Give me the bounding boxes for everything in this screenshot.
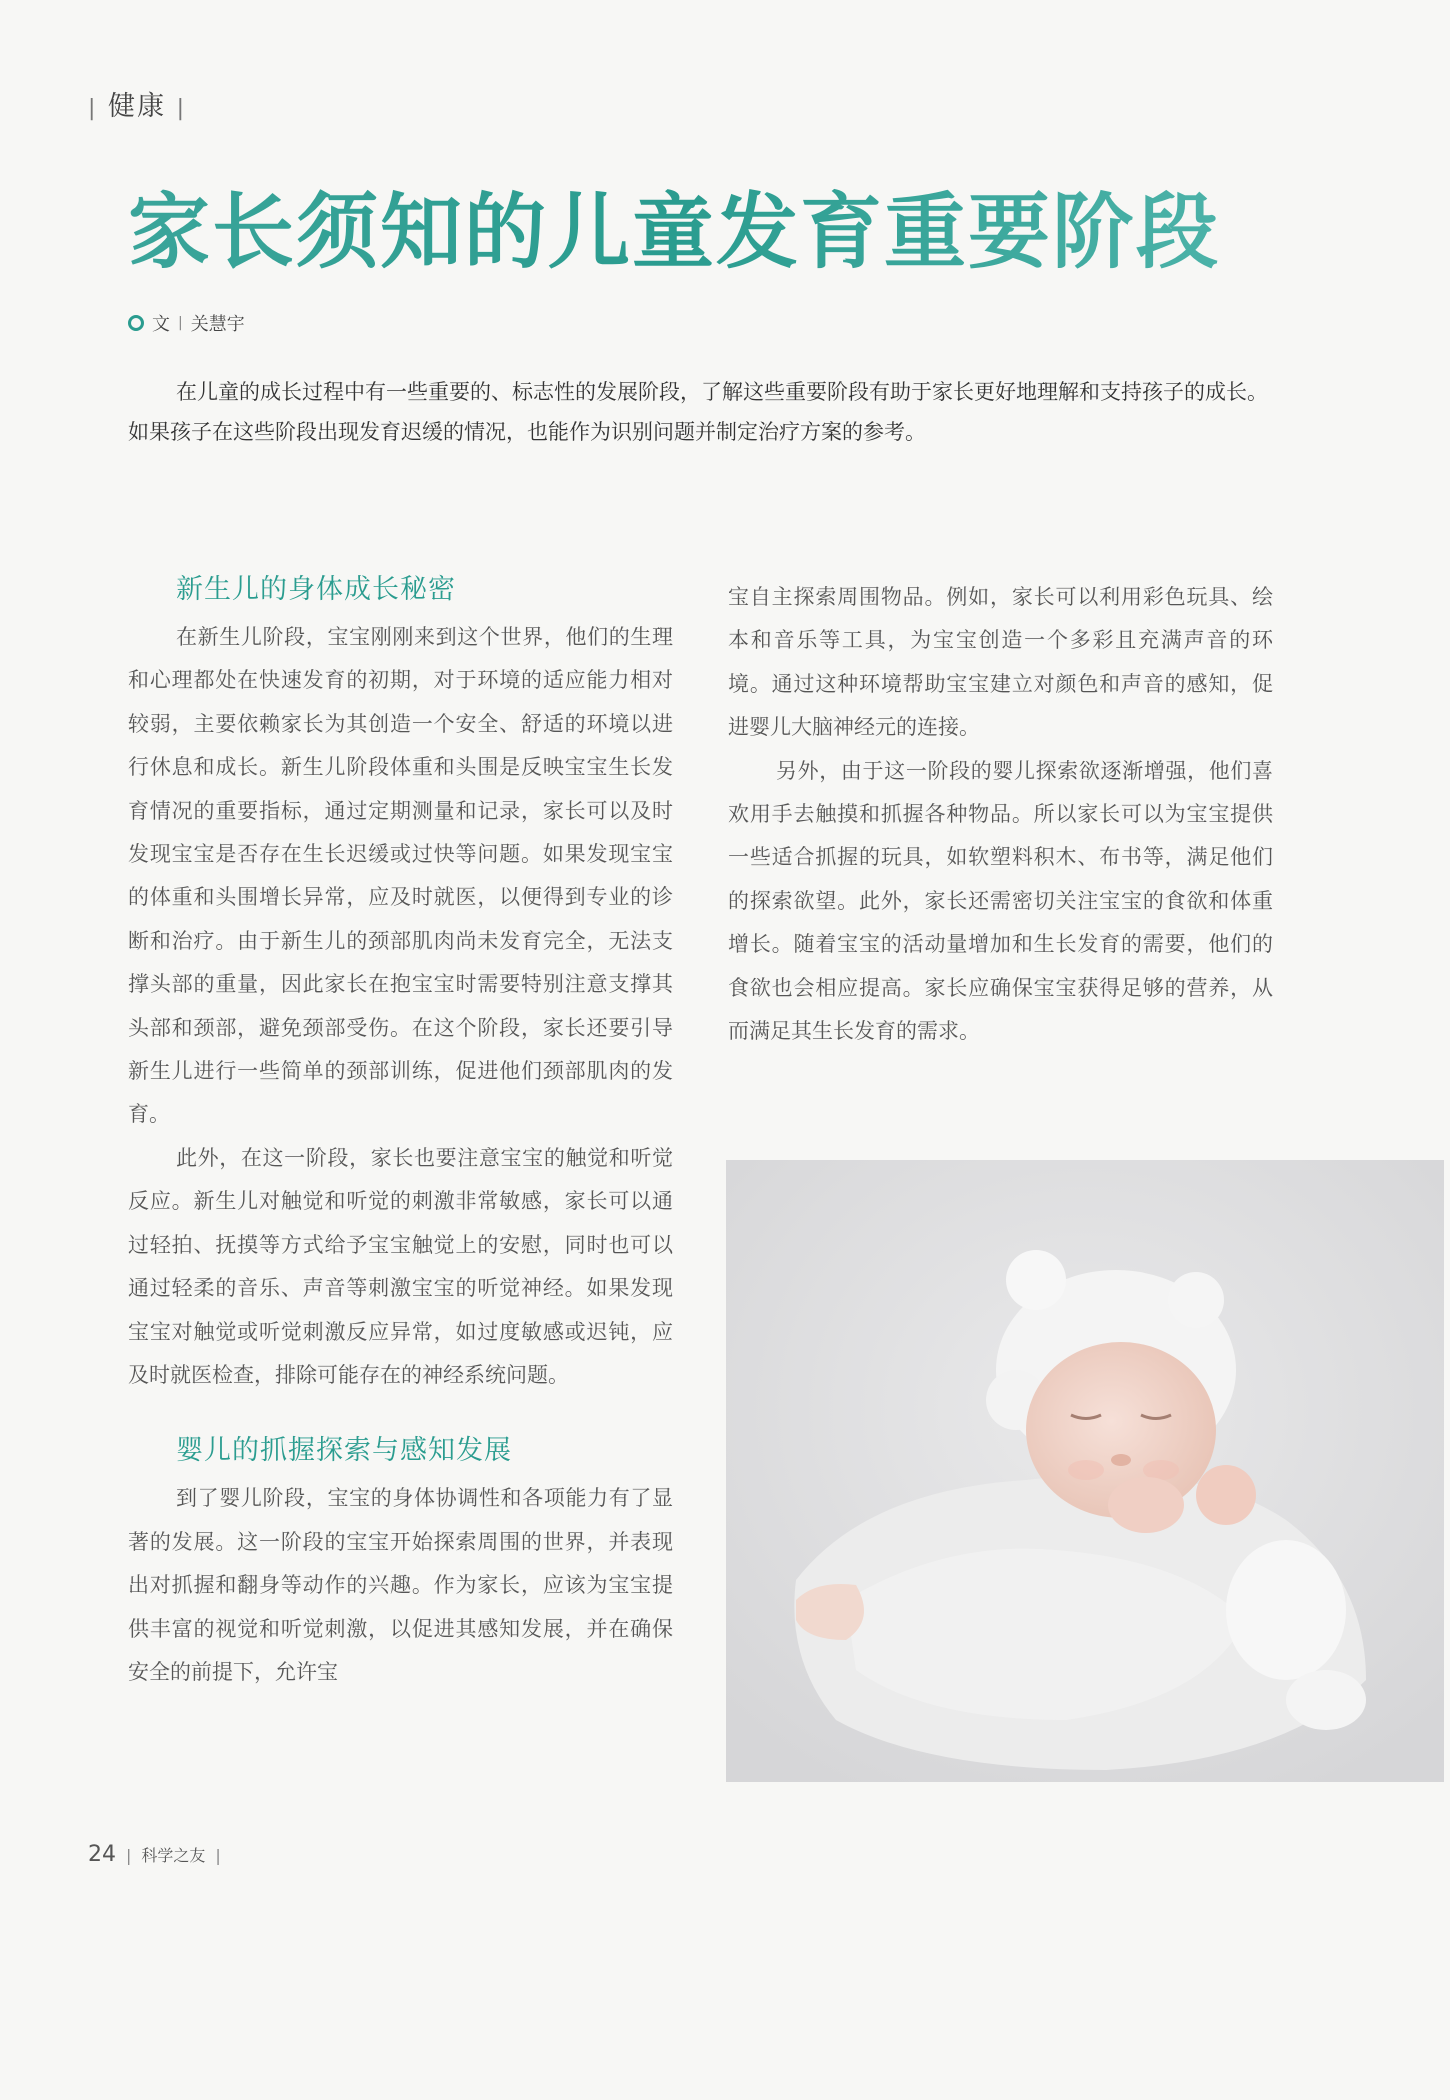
footer-divider: | — [126, 1846, 132, 1865]
magazine-name: 科学之友 — [141, 1846, 206, 1865]
page-number: 24 — [88, 1842, 116, 1867]
byline-divider: | — [178, 315, 183, 331]
body-paragraph: 宝自主探索周围物品。例如，家长可以利用彩色玩具、绘本和音乐等工具，为宝宝创造一个多彩且充满声音的环境。通过这种环境帮助宝宝建立对颜色和声音的感知，促进婴儿大脑神经元的连接。 — [728, 585, 1273, 740]
left-column — [128, 570, 673, 1694]
page-footer — [88, 1842, 221, 1867]
body-paragraph: 此外，在这一阶段，家长也要注意宝宝的触觉和听觉反应。新生儿对触觉和听觉的刺激非常敏感，家长可以通过轻拍、抚摸等方式给予宝宝触觉上的安慰，同时也可以通过轻柔的音乐、声音等刺激宝宝的听觉神经。如果发现宝宝对触觉或听觉刺激反应异常，如过度敏感或迟钝，应及时就医检查，排除可能存在的神经系统问题。 — [128, 1145, 673, 1387]
author-name: 关慧宇 — [190, 314, 245, 335]
body-paragraph: 另外，由于这一阶段的婴儿探索欲逐渐增强，他们喜欢用手去触摸和抓握各种物品。所以家长可以为宝宝提供一些适合抓握的玩具，如软塑料积木、布书等，满足他们的探索欲望。此外，家长还需密切关注宝宝的食欲和体重增长。随着宝宝的活动量增加和生长发育的需要，他们的食欲也会相应提高。家长应确保宝宝获得足够的营养，从而满足其生长发育的需求。 — [728, 758, 1273, 1044]
section-heading-newborn: 新生儿的身体成长秘密 — [176, 574, 456, 605]
tag-divider: | — [176, 96, 187, 121]
section-heading-infant: 婴儿的抓握探索与感知发展 — [176, 1435, 512, 1467]
intro-paragraph: 在儿童的成长过程中有一些重要的、标志性的发展阶段，了解这些重要阶段有助于家长更好地理解和支持孩子的成长。如果孩子在这些阶段出现发育迟缓的情况，也能作为识别问题并制定治疗方案的参考。 — [128, 380, 1268, 444]
byline-label: 文 — [152, 314, 170, 335]
body-paragraph: 到了婴儿阶段，宝宝的身体协调性和各项能力有了显著的发展。这一阶段的宝宝开始探索周围的世界，并表现出对抓握和翻身等动作的兴趣。作为家长，应该为宝宝提供丰富的视觉和听觉刺激，以促进其感知发展，并在确保安全的前提下，允许宝 — [128, 1486, 673, 1684]
byline — [128, 310, 245, 336]
article-title: 家长须知的儿童发育重要阶段 — [128, 185, 1221, 280]
footer-divider: | — [215, 1846, 221, 1865]
section-label: 健康 — [108, 91, 167, 122]
circle-bullet-icon — [128, 315, 144, 331]
tag-divider: | — [88, 96, 98, 121]
baby-photo — [726, 1160, 1444, 1782]
sleeping-baby-illustration — [726, 1160, 1444, 1782]
right-column — [728, 576, 1273, 1053]
body-paragraph: 在新生儿阶段，宝宝刚刚来到这个世界，他们的生理和心理都处在快速发育的初期，对于环境的适应能力相对较弱，主要依赖家长为其创造一个安全、舒适的环境以进行休息和成长。新生儿阶段体重和头围是反映宝宝生长发育情况的重要指标，通过定期测量和记录，家长可以及时发现宝宝是否存在生长迟缓或过快等问题。如果发现宝宝的体重和头围增长异常，应及时就医，以便得到专业的诊断和治疗。由于新生儿的颈部肌肉尚未发育完全，无法支撑头部的重量，因此家长在抱宝宝时需要特别注意支撑其头部和颈部，避免颈部受伤。在这个阶段，家长还要引导新生儿进行一些简单的颈部训练，促进他们颈部肌肉的发育。 — [128, 625, 673, 1127]
section-tag — [88, 84, 186, 123]
